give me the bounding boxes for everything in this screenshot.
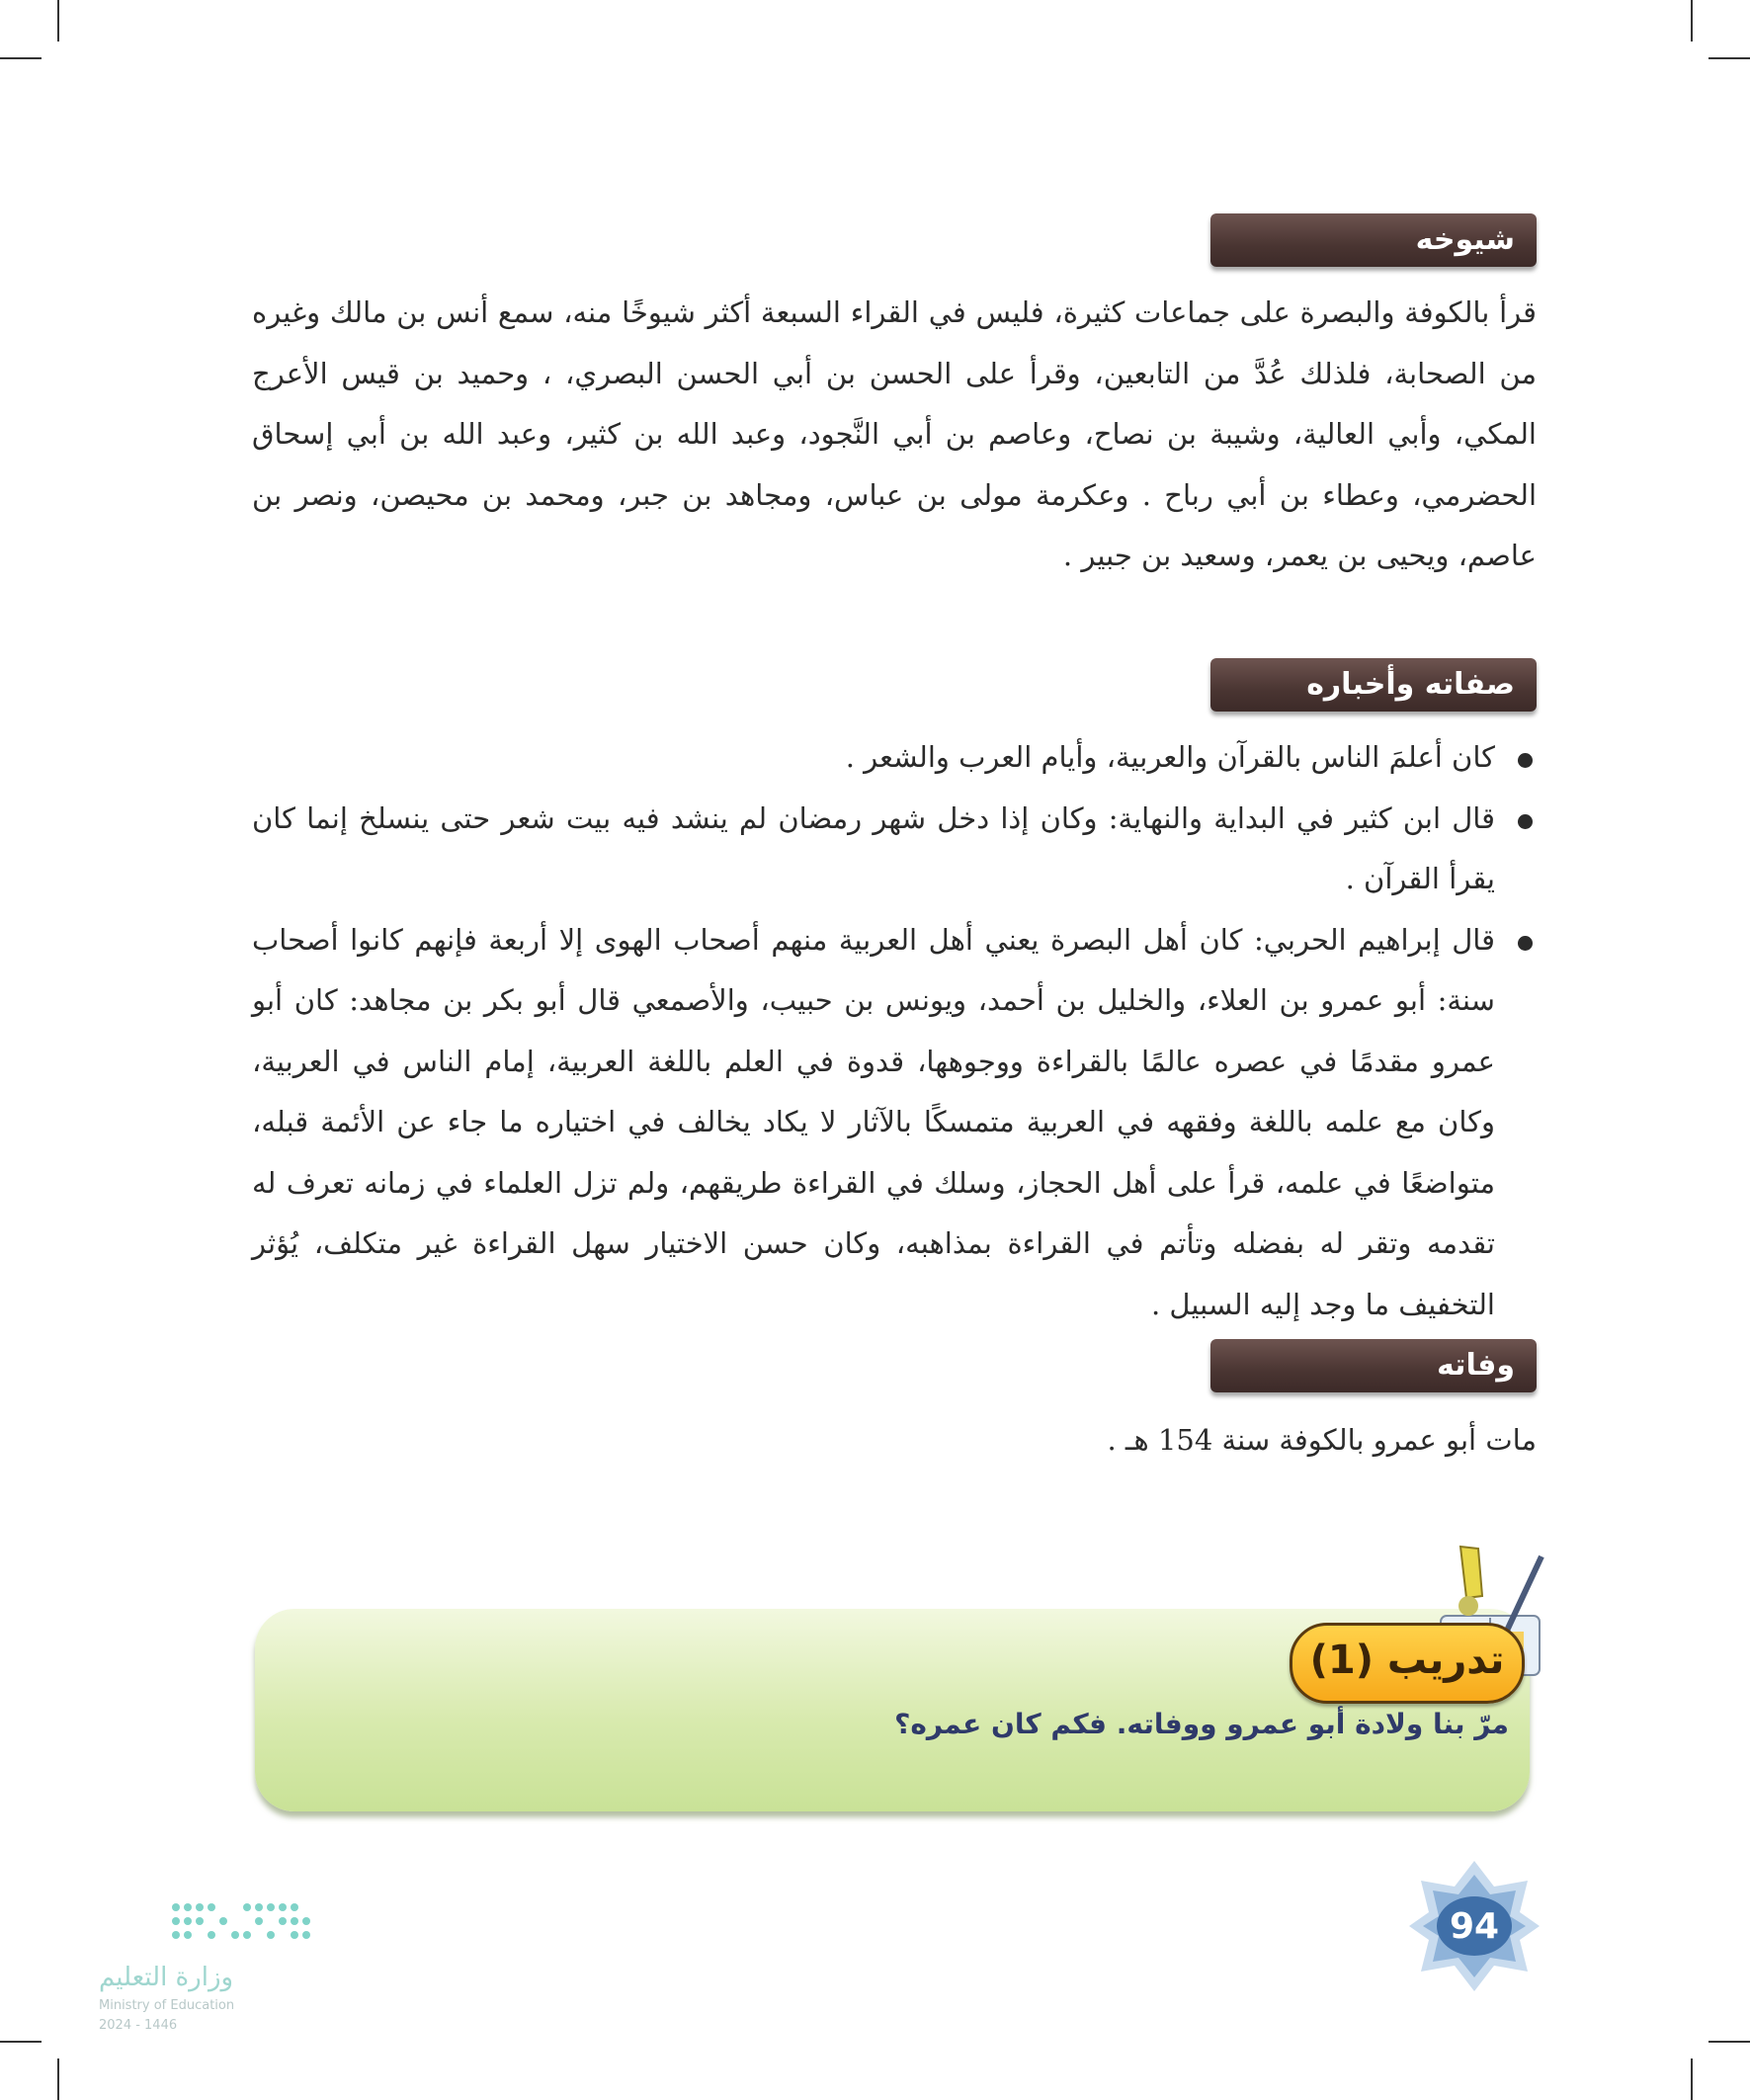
crop-mark (0, 2041, 42, 2043)
ministry-logo (99, 1897, 326, 2036)
ministry-year: 2024 - 1446 (99, 2018, 178, 2033)
training-question: مرّ بنا ولادة أبو عمرو ووفاته. فكم كان عمره؟ (894, 1708, 1509, 1740)
crop-mark (1708, 57, 1750, 59)
crop-mark (1691, 0, 1693, 42)
crop-mark (1691, 2058, 1693, 2100)
list-item: قال ابن كثير في البداية والنهاية: وكان إذا دخل شهر رمضان لم ينشد فيه بيت شعر حتى ينسلخ إنما كان يقرأ القرآن . (252, 789, 1537, 910)
page-number: 94 (1449, 1906, 1500, 1947)
bullet-icon (1518, 936, 1533, 951)
crop-mark (57, 0, 59, 42)
crop-mark (57, 2058, 59, 2100)
ministry-name-ar: وزارة التعليم (99, 1963, 234, 1992)
traits-list (252, 727, 1537, 1335)
bullet-icon (1518, 753, 1533, 768)
training-badge: تدريب (1) (1290, 1623, 1525, 1704)
crop-mark (1708, 2041, 1750, 2043)
section-heading-teachers: شيوخه (1210, 213, 1537, 267)
section-heading-death: وفاته (1210, 1339, 1537, 1392)
page-number-badge (1409, 1861, 1540, 1991)
list-item: قال إبراهيم الحربي: كان أهل البصرة يعني أهل العربية منهم أصحاب الهوى إلا أربعة فإنهم كانوا أصحاب سنة: أبو عمرو بن العلاء، والخليل بن أحمد، ويونس بن حبيب، والأصمعي قال أبو بكر بن مجاهد: كان أبو عمرو مقدمًا في عصره عالمًا بالقراءة ووجوهها، قدوة في العلم باللغة العربية، إمام الناس في العربية، وكان مع علمه باللغة وفقهه في العربية متمسكًا بالآثار لا يكاد يخالف في اختياره ما جاء عن الأئمة قبله، متواضعًا في علمه، قرأ على أهل الحجاز، وسلك في القراءة طريقهم، ولم تزل العلماء في زمانه تعرف له تقدمه وتقر له بفضله وتأتم في القراءة بمذاهبه، وكان حسن الاختيار سهل القراءة غير متكلف، يُؤثر التخفيف ما وجد إليه السبيل . (252, 910, 1537, 1336)
death-paragraph: مات أبو عمرو بالكوفة سنة 154 هـ . (1107, 1423, 1537, 1457)
teachers-paragraph: قرأ بالكوفة والبصرة على جماعات كثيرة، فليس في القراء السبعة أكثر شيوخًا منه، سمع أنس بن مالك وغيره من الصحابة، فلذلك عُدَّ من التابعين، وقرأ على الحسن بن أبي الحسن البصري، ، وحميد بن قيس الأعرج المكي، وأبي العالية، وشيبة بن نصاح، وعاصم بن أبي النَّجود، وعبد الله بن كثير، وعبد الله بن أبي إسحاق الحضرمي، وعطاء بن أبي رباح . وعكرمة مولى بن عباس، ومجاهد بن جبر، ومحمد بن محيصن، ونصر بن عاصم، ويحيى بن يعمر، وسعيد بن جبير . (252, 295, 1537, 572)
ministry-name-en: Ministry of Education (99, 1998, 235, 2013)
ministry-dots-icon (99, 1897, 326, 1957)
crop-mark (0, 57, 42, 59)
section-heading-traits: صفاته وأخباره (1210, 658, 1537, 712)
bullet-icon (1518, 814, 1533, 829)
list-item: كان أعلمَ الناس بالقرآن والعربية، وأيام العرب والشعر . (252, 727, 1537, 789)
